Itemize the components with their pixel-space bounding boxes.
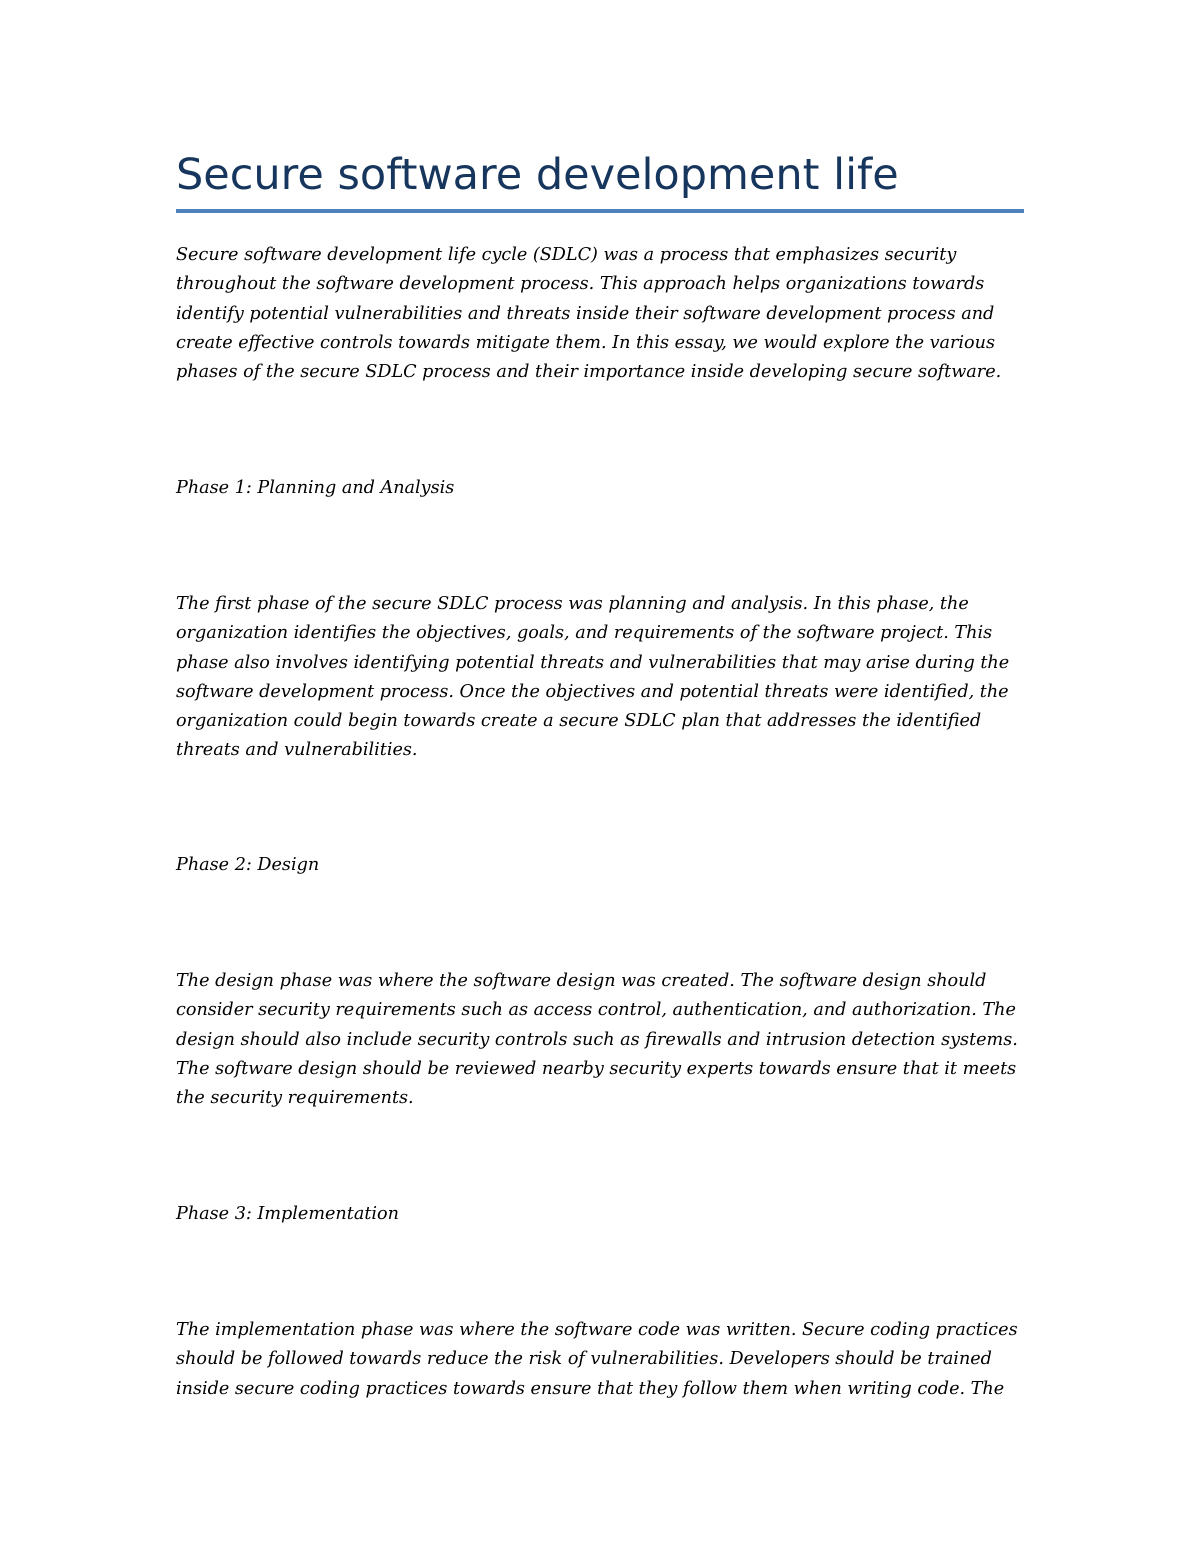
phase2-heading-text: Phase 2: Design [176,855,320,875]
document-title: Secure software development life [176,150,899,200]
phase1-line: organization could begin towards create a secure SDLC plan that addresses the identified [176,711,982,732]
intro-line: phases of the secure SDLC process and their importance inside developing secure software. [176,362,1002,383]
phase1-line: threats and vulnerabilities. [176,740,418,761]
phase3-line: inside secure coding practices towards ensure that they follow them when writing code. The [176,1378,1005,1399]
phase1-line: phase also involves identifying potential threats and vulnerabilities that may arise during the [176,652,1010,673]
phase1-heading [176,474,1024,503]
phase1-line: software development process. Once the objectives and potential threats were identified, the [176,681,1009,702]
intro-line: create effective controls towards mitigate them. In this essay, we would explore the various [176,332,995,353]
phase2-line: design should also include security controls such as firewalls and intrusion detection systems. [176,1029,1018,1050]
phase3-line: should be followed towards reduce the risk of vulnerabilities. Developers should be trained [176,1349,992,1370]
phase3-heading [176,1200,1024,1229]
phase1-line: The first phase of the secure SDLC process was planning and analysis. In this phase, the [176,594,969,614]
phase3-heading-text: Phase 3: Implementation [176,1204,399,1224]
phase1-line: organization identifies the objectives, goals, and requirements of the software project. This [176,623,993,644]
phase2-line: The design phase was where the software design was created. The software design should [176,971,987,991]
intro-line: throughout the software development process. This approach helps organizations towards [176,274,985,295]
phase2-heading [176,851,1024,880]
phase2-paragraph [176,967,1024,1113]
title-underline [176,209,1024,213]
phase2-line: consider security requirements such as access control, authentication, and authorization. The [176,1000,1016,1021]
intro-line: identify potential vulnerabilities and threats inside their software development process and [176,303,995,324]
intro-paragraph [176,241,1024,387]
phase3-line: The implementation phase was where the software code was written. Secure coding practices [176,1320,1018,1340]
intro-line: Secure software development life cycle (SDLC) was a process that emphasizes security [176,245,957,265]
phase2-line: The software design should be reviewed nearby security experts towards ensure that it meets [176,1058,1017,1079]
phase2-line: the security requirements. [176,1088,414,1109]
phase1-heading-text: Phase 1: Planning and Analysis [176,478,455,498]
phase1-paragraph [176,590,1024,766]
phase3-paragraph [176,1316,1024,1404]
